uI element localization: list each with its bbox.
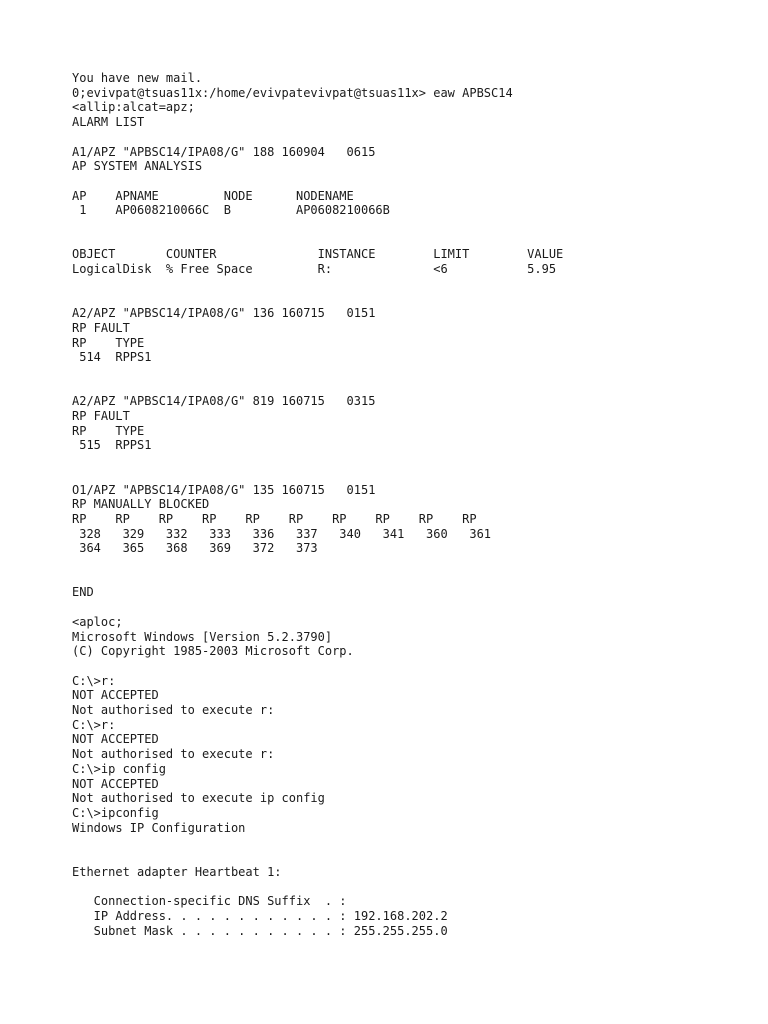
terminal-line [72,291,752,306]
terminal-line: C:\>r: [72,673,116,688]
terminal-line: You have new mail. [72,71,203,85]
terminal-line: Not authorised to execute r: [72,703,275,718]
terminal-line: END [72,585,94,600]
terminal-line: 515 RPPS1 [72,438,152,453]
terminal-line: Subnet Mask . . . . . . . . . . . : 255.255.255.0 [72,923,448,938]
terminal-line [72,835,752,850]
terminal-line: ALARM LIST [72,115,145,130]
terminal-line: LogicalDisk % Free Space R: <6 5.95 [72,262,557,277]
terminal-line [72,556,752,571]
terminal-line [72,174,752,189]
terminal-line: Not authorised to execute ip config [72,791,325,806]
terminal-line: OBJECT COUNTER INSTANCE LIMIT VALUE [72,247,564,262]
terminal-line: O1/APZ "APBSC14/IPA08/G" 135 160715 0151 [72,482,376,497]
terminal-line [72,659,752,674]
terminal-output[interactable] [72,71,752,938]
terminal-line: Not authorised to execute r: [72,747,275,762]
terminal-line: RP FAULT [72,320,130,335]
terminal-line: Ethernet adapter Heartbeat 1: [72,864,282,879]
terminal-line: NOT ACCEPTED [72,776,159,791]
terminal-line: C:\>ipconfig [72,805,159,820]
terminal-line: 0;evivpat@tsuas11x:/home/evivpatevivpat@tsuas11x> eaw APBSC14 [72,85,513,100]
terminal-line: A2/APZ "APBSC14/IPA08/G" 136 160715 0151 [72,306,376,321]
terminal-line: C:\>ip config [72,761,166,776]
terminal-line: RP RP RP RP RP RP RP RP RP RP [72,511,477,526]
terminal-line [72,380,752,395]
terminal-line: Microsoft Windows [Version 5.2.3790] [72,629,333,644]
terminal-line: AP APNAME NODE NODENAME [72,188,354,203]
terminal-line: A2/APZ "APBSC14/IPA08/G" 819 160715 0315 [72,394,376,409]
terminal-line: <allip:alcat=apz; [72,100,195,115]
terminal-line: 328 329 332 333 336 337 340 341 360 361 [72,526,492,541]
terminal-line: NOT ACCEPTED [72,688,159,703]
terminal-line [72,879,752,894]
terminal-line [72,365,752,380]
terminal-line: AP SYSTEM ANALYSIS [72,159,203,174]
terminal-line: RP TYPE [72,423,145,438]
terminal-line [72,850,752,865]
terminal-line [72,277,752,292]
terminal-line: IP Address. . . . . . . . . . . . : 192.168.202.2 [72,908,448,923]
terminal-line: (C) Copyright 1985-2003 Microsoft Corp. [72,644,354,659]
terminal-line: 1 AP0608210066C B AP0608210066B [72,203,390,218]
terminal-line [72,600,752,615]
terminal-line: RP TYPE [72,335,145,350]
terminal-line: C:\>r: [72,717,116,732]
terminal-line: 364 365 368 369 372 373 [72,541,318,556]
terminal-line: RP MANUALLY BLOCKED [72,497,210,512]
terminal-line [72,571,752,586]
terminal-line: A1/APZ "APBSC14/IPA08/G" 188 160904 0615 [72,144,376,159]
terminal-line [72,453,752,468]
terminal-line [72,233,752,248]
terminal-line: NOT ACCEPTED [72,732,159,747]
terminal-line: Windows IP Configuration [72,820,246,835]
terminal-line: RP FAULT [72,409,130,424]
terminal-line [72,218,752,233]
terminal-line [72,468,752,483]
terminal-line: <aploc; [72,614,123,629]
terminal-line: Connection-specific DNS Suffix . : [72,894,347,909]
terminal-line: 514 RPPS1 [72,350,152,365]
terminal-line [72,130,752,145]
